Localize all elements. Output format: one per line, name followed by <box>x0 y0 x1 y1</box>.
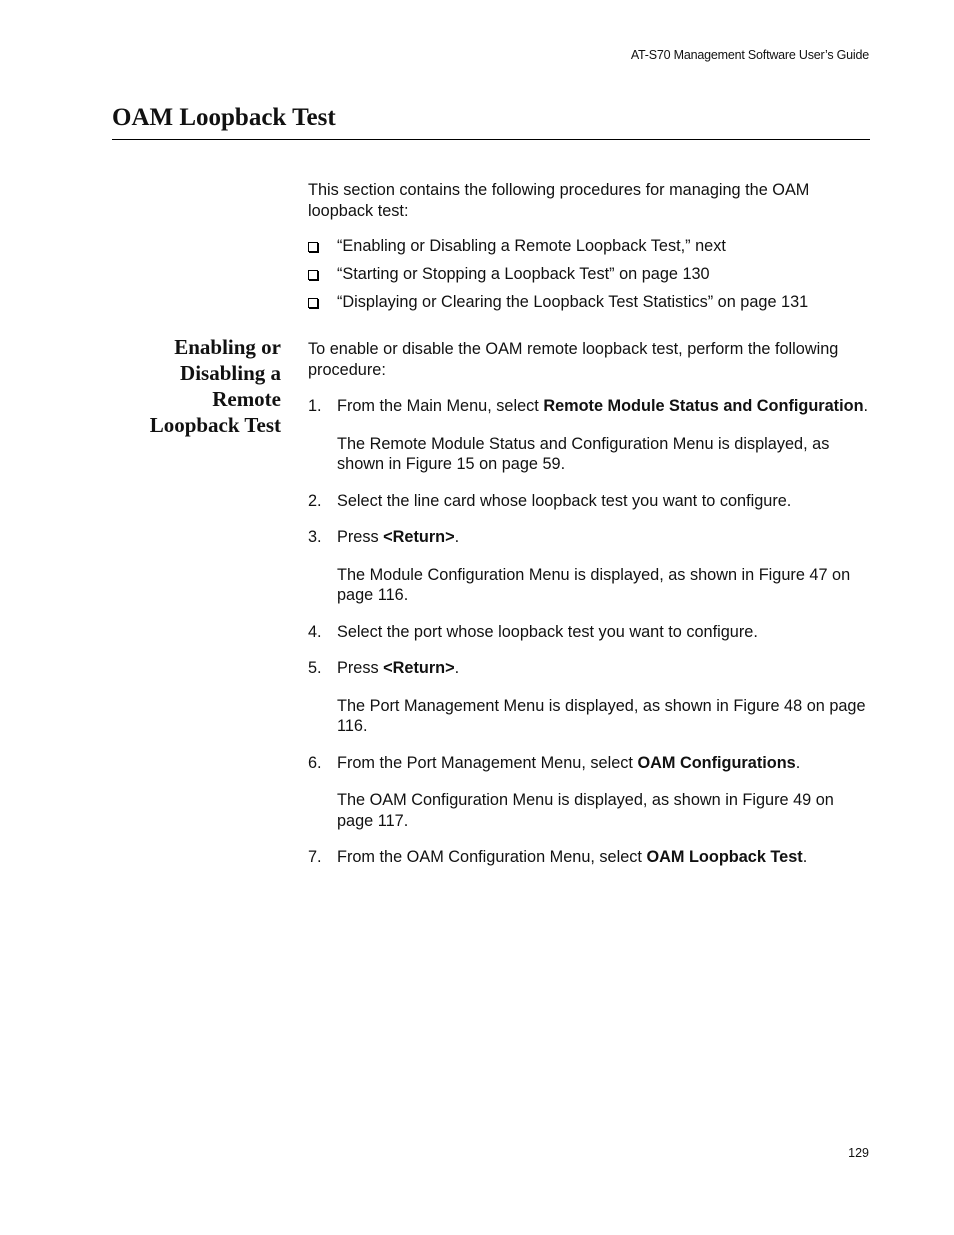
step-number: 5. <box>308 659 322 677</box>
subsection-heading-line: Enabling or <box>174 335 281 359</box>
step-result: The Remote Module Status and Configuration Menu is displayed, as shown in Figure 15 on page 59. <box>337 434 830 473</box>
step-result: The OAM Configuration Menu is displayed, as shown in Figure 49 on page 117. <box>337 791 834 830</box>
running-header: AT-S70 Management Software User’s Guide <box>630 48 869 62</box>
step-text: From the Main Menu, select <box>337 397 544 415</box>
step-number: 1. <box>308 397 322 415</box>
step-menu-option: OAM Loopback Test <box>646 848 803 866</box>
procedure-step <box>308 658 870 737</box>
section-intro: This section contains the following procedures for managing the OAM loopback test: <box>308 181 810 220</box>
step-instruction <box>337 491 870 512</box>
checkbox-bullet-icon <box>308 298 318 308</box>
step-instruction <box>337 396 870 417</box>
step-result: The Port Management Menu is displayed, as shown in Figure 48 on page 116. <box>337 696 866 735</box>
step-text-end: . <box>802 848 808 866</box>
step-text: Select the port whose loopback test you want to configure. <box>337 622 758 641</box>
page-number: 129 <box>848 1146 869 1160</box>
section-title: OAM Loopback Test <box>112 104 336 131</box>
procedure-list <box>308 236 870 320</box>
step-number: 3. <box>308 528 322 546</box>
step-result: The Module Configuration Menu is displayed, as shown in Figure 47 on page 116. <box>337 565 851 604</box>
step-text-end: . <box>863 397 869 415</box>
checkbox-bullet-icon <box>308 270 318 280</box>
procedure-intro: To enable or disable the OAM remote loopback test, perform the following procedure: <box>308 340 839 379</box>
procedure-step <box>308 491 870 512</box>
list-item-text: “Enabling or Disabling a Remote Loopback Test,” next <box>337 237 726 255</box>
step-text: Press <box>337 659 384 677</box>
procedure-step <box>308 622 870 643</box>
subsection-heading-line: Disabling a <box>180 361 281 385</box>
subsection-heading-line: Remote <box>212 387 281 411</box>
step-number: 7. <box>308 848 322 866</box>
list-item-text: “Displaying or Clearing the Loopback Test Statistics” on page 131 <box>337 293 809 311</box>
step-instruction <box>337 622 870 643</box>
step-number: 4. <box>308 622 322 641</box>
step-text-end: . <box>454 659 460 677</box>
step-key: <Return> <box>383 528 455 546</box>
step-text: Press <box>337 528 384 546</box>
procedure-step <box>308 753 870 832</box>
step-instruction <box>337 527 870 548</box>
step-menu-option: OAM Configurations <box>637 753 796 772</box>
step-text-end: . <box>454 528 460 546</box>
procedure-step <box>308 396 870 475</box>
title-rule <box>112 139 870 140</box>
step-text: Select the line card whose loopback test you want to configure. <box>337 491 792 510</box>
step-text-end: . <box>795 753 801 772</box>
step-number: 6. <box>308 753 322 772</box>
step-text: From the OAM Configuration Menu, select <box>337 848 647 866</box>
step-instruction <box>337 753 870 774</box>
procedure-steps <box>308 396 870 884</box>
list-item <box>308 292 870 320</box>
subsection-heading-line: Loopback Test <box>149 413 281 437</box>
step-instruction <box>337 658 870 679</box>
list-item <box>308 236 870 264</box>
procedure-step <box>308 847 870 868</box>
step-number: 2. <box>308 491 322 510</box>
procedure-step <box>308 527 870 606</box>
checkbox-bullet-icon <box>308 242 318 252</box>
list-item <box>308 264 870 292</box>
list-item-text: “Starting or Stopping a Loopback Test” on page 130 <box>337 265 710 283</box>
step-menu-option: Remote Module Status and Configuration <box>543 397 864 415</box>
subsection-heading <box>112 334 281 438</box>
step-instruction <box>337 847 870 868</box>
step-key: <Return> <box>383 659 455 677</box>
step-text: From the Port Management Menu, select <box>337 753 638 772</box>
